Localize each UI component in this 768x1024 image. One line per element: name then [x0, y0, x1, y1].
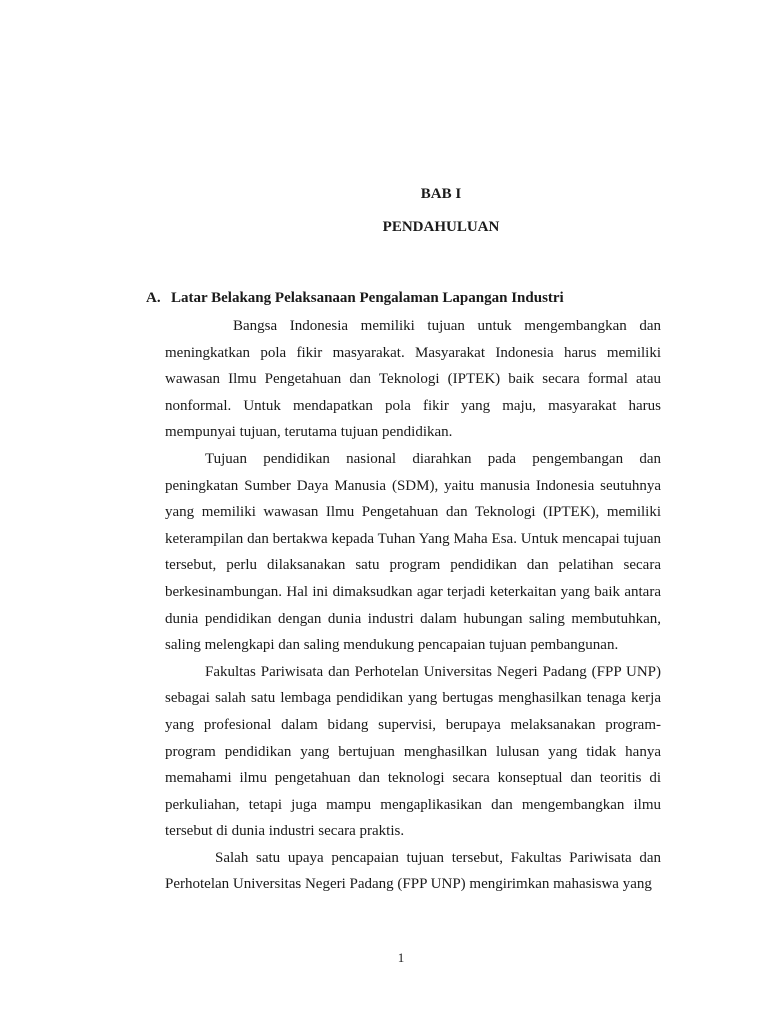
section-heading	[146, 290, 564, 307]
paragraph: Fakultas Pariwisata dan Perhotelan Universitas Negeri Padang (FPP UNP) sebagai salah satu lembaga pendidikan yang bertugas menghasilkan tenaga kerja yang profesional dalam bidang supervisi, berupaya melaksanakan program-program pendidikan yang bertujuan menghasilkan lulusan yang tidak hanya memahami ilmu pengetahuan dan teknologi secara konseptual dan teoritis di perkuliahan, tetapi juga mampu mengaplikasikan dan mengembangkan ilmu tersebut di dunia industri secara praktis.	[165, 663, 661, 840]
chapter-number: BAB I	[420, 186, 462, 202]
body-text	[165, 313, 661, 898]
section-letter: A.	[146, 290, 161, 306]
chapter-title: PENDAHULUAN	[382, 219, 500, 235]
paragraph: Bangsa Indonesia memiliki tujuan untuk mengembangkan dan meningkatkan pola fikir masyarakat. Masyarakat Indonesia harus memiliki wawasan Ilmu Pengetahuan dan Teknologi (IPTEK) baik secara formal atau nonformal. Untuk mendapatkan pola fikir yang maju, masyarakat harus mempunyai tujuan, terutama tujuan pendidikan.	[165, 318, 661, 441]
paragraph: Salah satu upaya pencapaian tujuan tersebut, Fakultas Pariwisata dan Perhotelan Universitas Negeri Padang (FPP UNP) mengirimkan mahasiswa yang	[165, 849, 661, 893]
page-number: 1	[397, 950, 405, 965]
section-title: Latar Belakang Pelaksanaan Pengalaman Lapangan Industri	[171, 290, 564, 306]
paragraph: Tujuan pendidikan nasional diarahkan pada pengembangan dan peningkatan Sumber Daya Manusia (SDM), yaitu manusia Indonesia seutuhnya yang memiliki wawasan Ilmu Pengetahuan dan Teknologi (IPTEK), memiliki keterampilan dan bertakwa kepada Tuhan Yang Maha Esa. Untuk mencapai tujuan tersebut, perlu dilaksanakan satu program pendidikan dan pelatihan secara berkesinambungan. Hal ini dimaksudkan agar terjadi keterkaitan yang baik antara dunia pendidikan dengan dunia industri dalam hubungan saling membutuhkan, saling melengkapi dan saling mendukung pencapaian tujuan pembangunan.	[165, 450, 661, 654]
